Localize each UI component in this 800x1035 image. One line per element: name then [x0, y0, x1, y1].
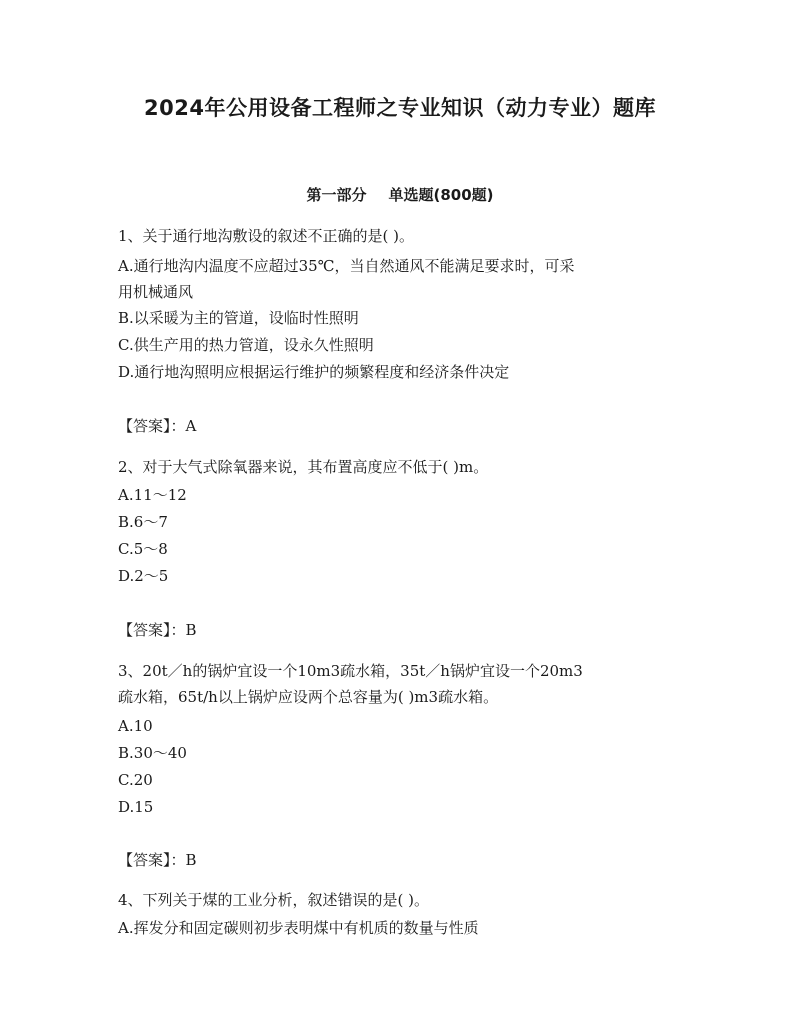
question-2-stem: 2、对于大气式除氧器来说，其布置高度应不低于( )m。 [118, 458, 489, 476]
question-2-option-b: B.6～7 [118, 513, 168, 531]
question-2-option-d: D.2～5 [118, 567, 169, 585]
question-3-option-a: A.10 [118, 717, 153, 735]
question-3-stem: 3、20t／h的锅炉宜设一个10m3疏水箱，35t／h锅炉宜设一个20m3 疏水箱，65t/h以上锅炉应设两个总容量为( )m3疏水箱。 [118, 662, 583, 706]
question-1-answer: 【答案】：A [118, 417, 197, 435]
section-name: 单选题(800题) [388, 186, 494, 204]
question-4-stem: 4、下列关于煤的工业分析，叙述错误的是( )。 [118, 891, 430, 909]
question-2-option-a: A.11～12 [118, 486, 187, 504]
question-3-option-d: D.15 [118, 798, 154, 816]
question-3-option-c: C.20 [118, 771, 153, 789]
question-2-option-c: C.5～8 [118, 540, 168, 558]
section-part: 第一部分 [306, 186, 367, 204]
question-2-answer: 【答案】：B [118, 621, 197, 639]
question-1-stem: 1、关于通行地沟敷设的叙述不正确的是( )。 [118, 227, 415, 245]
question-1-option-c: C.供生产用的热力管道，设永久性照明 [118, 336, 374, 354]
question-1-option-d: D.通行地沟照明应根据运行维护的频繁程度和经济条件决定 [118, 363, 510, 381]
question-1-option-b: B.以采暖为主的管道，设临时性照明 [118, 309, 359, 327]
question-3-option-b: B.30～40 [118, 744, 187, 762]
question-4-option-a: A.挥发分和固定碳则初步表明煤中有机质的数量与性质 [118, 919, 479, 937]
section-heading [0, 184, 800, 205]
document-title: 2024年公用设备工程师之专业知识（动力专业）题库 [144, 96, 656, 120]
question-3-answer: 【答案】：B [118, 851, 197, 869]
question-1-option-a: A.通行地沟内温度不应超过35℃，当自然通风不能满足要求时，可采 用机械通风 [118, 257, 575, 301]
